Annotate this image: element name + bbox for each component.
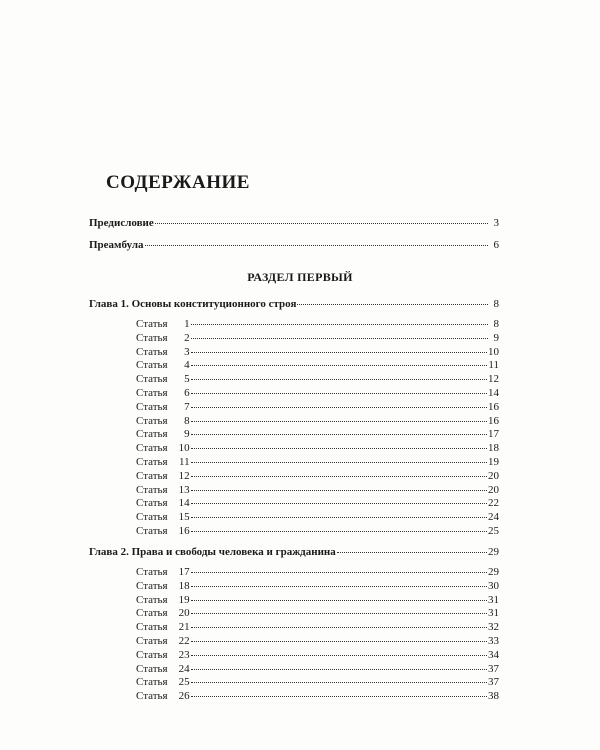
article-number: 17 — [178, 566, 190, 578]
toc-article-21[interactable] — [136, 621, 499, 634]
leader-dots — [191, 530, 487, 532]
toc-article-2[interactable] — [136, 332, 499, 345]
toc-article-11[interactable] — [136, 456, 499, 469]
article-page: 24 — [488, 511, 499, 524]
article-word: Статья — [136, 607, 168, 620]
article-label — [136, 332, 190, 345]
article-label — [136, 663, 190, 676]
leader-dots — [191, 378, 487, 380]
article-label — [136, 387, 190, 400]
leader-dots — [337, 551, 487, 553]
toc-entry-page: 6 — [493, 239, 499, 251]
article-word: Статья — [136, 414, 168, 427]
article-label — [136, 607, 190, 620]
article-word: Статья — [136, 511, 168, 524]
leader-dots — [191, 571, 487, 573]
article-number: 19 — [178, 593, 190, 606]
leader-dots — [145, 244, 488, 246]
leader-dots — [191, 585, 487, 587]
article-page: 19 — [488, 456, 499, 468]
leader-dots — [191, 489, 487, 491]
leader-dots — [191, 392, 487, 394]
leader-dots — [191, 420, 487, 422]
leader-dots — [191, 612, 487, 614]
article-label — [136, 497, 190, 510]
article-word: Статья — [136, 359, 168, 372]
article-page: 12 — [488, 373, 499, 386]
article-page: 20 — [488, 483, 499, 496]
article-page: 9 — [493, 331, 499, 344]
article-word: Статья — [136, 442, 168, 455]
article-label — [136, 649, 190, 662]
article-number: 23 — [178, 648, 190, 661]
toc-entry-page: 3 — [493, 217, 499, 229]
toc-article-15[interactable] — [136, 511, 499, 524]
article-number: 26 — [178, 690, 190, 703]
article-number: 14 — [178, 497, 190, 510]
toc-article-9[interactable] — [136, 428, 499, 441]
article-label — [136, 484, 190, 497]
leader-dots — [191, 502, 487, 504]
article-word: Статья — [136, 456, 168, 468]
article-number: 7 — [184, 400, 190, 413]
article-word: Статья — [136, 318, 168, 330]
article-word: Статья — [136, 635, 168, 647]
article-label — [136, 401, 190, 414]
leader-dots — [191, 447, 487, 449]
article-word: Статья — [136, 662, 168, 675]
toc-article-10[interactable] — [136, 442, 499, 455]
article-number: 12 — [178, 469, 190, 482]
article-word: Статья — [136, 690, 168, 703]
toc-chapter-1[interactable] — [89, 298, 499, 311]
article-word: Статья — [136, 483, 168, 496]
toc-article-6[interactable] — [136, 387, 499, 400]
article-page: 14 — [488, 387, 499, 399]
article-page: 10 — [488, 345, 499, 358]
toc-entry-label: Преамбула — [89, 239, 144, 251]
article-word: Статья — [136, 497, 168, 510]
article-word: Статья — [136, 579, 168, 592]
section-heading: РАЗДЕЛ ПЕРВЫЙ — [247, 270, 353, 284]
chapter-page: 29 — [488, 546, 499, 558]
article-page: 37 — [488, 662, 499, 675]
toc-article-7[interactable] — [136, 401, 499, 414]
article-label — [136, 346, 190, 359]
article-page: 16 — [488, 414, 499, 427]
article-page: 11 — [488, 359, 499, 372]
page-title: СОДЕРЖАНИЕ — [106, 172, 250, 193]
article-label — [136, 676, 190, 689]
article-word: Статья — [136, 469, 168, 482]
toc-article-17[interactable] — [136, 566, 499, 579]
article-word: Статья — [136, 345, 168, 358]
article-number: 5 — [184, 373, 190, 386]
article-number: 6 — [184, 387, 190, 399]
article-label — [136, 428, 190, 441]
article-label — [136, 442, 190, 455]
toc-entry-preamble[interactable] — [89, 239, 499, 252]
leader-dots — [191, 433, 487, 435]
article-number: 10 — [178, 442, 190, 455]
article-number: 4 — [184, 359, 190, 372]
article-number: 1 — [184, 318, 190, 330]
article-page: 34 — [488, 648, 499, 661]
article-page: 32 — [488, 621, 499, 634]
leader-dots — [191, 461, 487, 463]
article-page: 18 — [488, 442, 499, 455]
toc-article-23[interactable] — [136, 649, 499, 662]
article-label — [136, 621, 190, 634]
article-label — [136, 415, 190, 428]
leader-dots — [191, 654, 487, 656]
article-label — [136, 359, 190, 372]
article-word: Статья — [136, 387, 168, 399]
article-page: 29 — [488, 566, 499, 578]
leader-dots — [155, 222, 488, 224]
article-number: 22 — [178, 635, 190, 647]
article-page: 30 — [488, 579, 499, 592]
article-page: 25 — [488, 525, 499, 537]
article-word: Статья — [136, 400, 168, 413]
article-number: 25 — [178, 676, 190, 689]
article-label — [136, 635, 190, 648]
toc-article-12[interactable] — [136, 470, 499, 483]
article-word: Статья — [136, 525, 168, 537]
leader-dots — [297, 303, 488, 305]
toc-entry-label: Предисловие — [89, 217, 154, 229]
article-label — [136, 690, 190, 703]
article-word: Статья — [136, 593, 168, 606]
article-label — [136, 580, 190, 593]
article-number: 21 — [178, 621, 190, 634]
toc-chapter-2[interactable] — [89, 546, 499, 559]
article-number: 15 — [178, 511, 190, 524]
article-page: 16 — [488, 400, 499, 413]
article-label — [136, 318, 190, 331]
toc-entry-preface[interactable] — [89, 217, 499, 230]
toc-article-24[interactable] — [136, 663, 499, 676]
leader-dots — [191, 337, 488, 339]
article-word: Статья — [136, 373, 168, 386]
article-number: 3 — [184, 345, 190, 358]
toc-article-20[interactable] — [136, 607, 499, 620]
article-word: Статья — [136, 566, 168, 578]
article-word: Статья — [136, 648, 168, 661]
toc-article-5[interactable] — [136, 373, 499, 386]
toc-article-3[interactable] — [136, 346, 499, 359]
leader-dots — [191, 323, 488, 325]
chapter-page: 8 — [493, 298, 499, 310]
article-page: 33 — [488, 635, 499, 647]
article-number: 2 — [184, 331, 190, 344]
article-label — [136, 525, 190, 538]
leader-dots — [191, 516, 487, 518]
article-number: 16 — [178, 525, 190, 537]
article-label — [136, 511, 190, 524]
article-number: 11 — [179, 456, 190, 468]
toc-article-8[interactable] — [136, 415, 499, 428]
toc-article-4[interactable] — [136, 359, 499, 372]
chapter-label: Глава 1. Основы конституционного строя — [89, 298, 297, 310]
article-number: 20 — [178, 607, 190, 620]
article-word: Статья — [136, 331, 168, 344]
leader-dots — [191, 351, 487, 353]
toc-article-1[interactable] — [136, 318, 499, 331]
article-page: 17 — [488, 428, 499, 441]
leader-dots — [191, 668, 487, 670]
article-page: 22 — [488, 497, 499, 510]
article-label — [136, 470, 190, 483]
article-label — [136, 594, 190, 607]
article-number: 13 — [178, 483, 190, 496]
article-number: 9 — [184, 428, 190, 441]
toc-article-13[interactable] — [136, 484, 499, 497]
toc-article-22[interactable] — [136, 635, 499, 648]
leader-dots — [191, 599, 487, 601]
article-page: 8 — [493, 318, 499, 330]
toc-article-18[interactable] — [136, 580, 499, 593]
article-page: 31 — [488, 593, 499, 606]
article-number: 24 — [178, 662, 190, 675]
leader-dots — [191, 695, 487, 697]
article-word: Статья — [136, 676, 168, 689]
toc-article-14[interactable] — [136, 497, 499, 510]
article-label — [136, 566, 190, 579]
leader-dots — [191, 406, 487, 408]
chapter-label: Глава 2. Права и свободы человека и гражданина — [89, 546, 336, 558]
leader-dots — [191, 475, 487, 477]
article-word: Статья — [136, 428, 168, 441]
leader-dots — [191, 364, 488, 366]
article-page: 31 — [488, 607, 499, 620]
article-page: 37 — [488, 676, 499, 689]
article-label — [136, 456, 190, 469]
article-page: 20 — [488, 469, 499, 482]
article-number: 8 — [184, 414, 190, 427]
article-page: 38 — [488, 690, 499, 703]
article-label — [136, 373, 190, 386]
toc-article-25[interactable] — [136, 676, 499, 689]
toc-article-19[interactable] — [136, 594, 499, 607]
leader-dots — [191, 640, 487, 642]
toc-article-16[interactable] — [136, 525, 499, 538]
article-word: Статья — [136, 621, 168, 634]
article-number: 18 — [178, 579, 190, 592]
leader-dots — [191, 681, 487, 683]
toc-article-26[interactable] — [136, 690, 499, 703]
leader-dots — [191, 626, 487, 628]
